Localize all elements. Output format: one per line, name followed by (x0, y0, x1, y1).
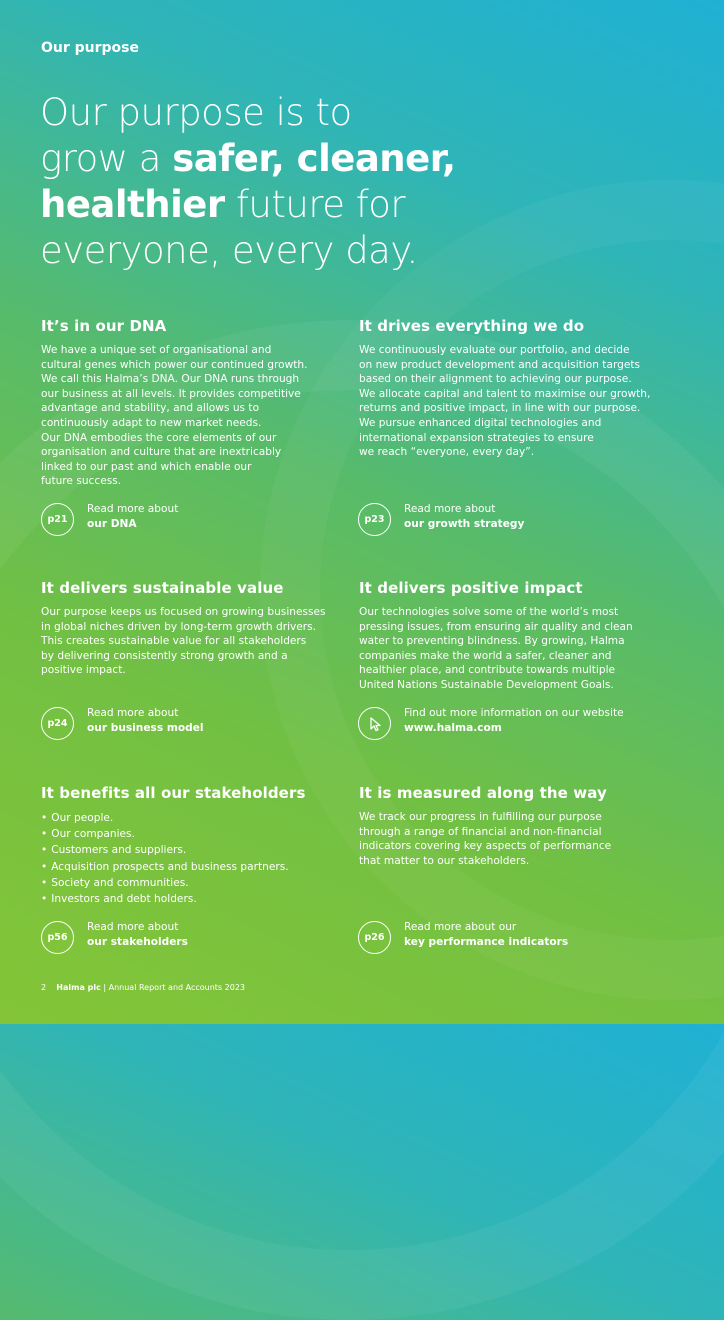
headline-line2-pre: grow a (40, 137, 173, 180)
section-body: Our technologies solve some of the world’s most pressing issues, from ensuring air quality and clean water to preventing blindness. By growing, Halma companies make the world a safer, cleaner and healthier place, and contribute towards multiple United Nations Sustainable Development Goals. (359, 606, 633, 691)
section-body: Our purpose keeps us focused on growing businesses in global niches driven by long-term growth drivers. This creates sustainable value for all stakeholders by delivering consistently strong growth and a positive impact. (41, 606, 326, 677)
page-badge: p26 (358, 921, 391, 954)
section-title: It delivers positive impact (359, 579, 583, 597)
read-more-business-model-link[interactable] (41, 706, 204, 740)
link-label: Read more about (87, 503, 179, 515)
read-more-stakeholders-link[interactable] (41, 920, 188, 954)
section-positive-impact (359, 579, 679, 693)
link-target: our DNA (87, 517, 137, 530)
cursor-icon (358, 707, 391, 740)
section-body: We continuously evaluate our portfolio, and decide on new product development and acquisition targets based on their alignment to achieving our purpose. We allocate capital and talent to maximise our growth, returns and positive impact, in line with our purpose. We pursue enhanced digital technologies and international expansion strategies to ensure we reach “everyone, every day”. (359, 344, 651, 459)
section-title: It drives everything we do (359, 317, 585, 335)
headline-bold1: safer, cleaner, (172, 137, 456, 180)
section-dna (41, 317, 341, 489)
website-link[interactable] (358, 706, 624, 740)
section-stakeholders (41, 784, 341, 907)
section-title: It is measured along the way (359, 784, 607, 802)
footer-separator: | (100, 983, 109, 992)
headline-bold2: healthier (40, 183, 225, 226)
read-more-dna-link[interactable] (41, 502, 178, 536)
link-label: Read more about (87, 921, 179, 933)
link-label: Read more about (404, 503, 496, 515)
read-more-growth-strategy-link[interactable] (358, 502, 524, 536)
page-badge: p23 (358, 503, 391, 536)
page-footer (41, 983, 245, 992)
section-sustainable-value (41, 579, 341, 678)
report-title: Annual Report and Accounts 2023 (108, 983, 246, 992)
section-measured (359, 784, 679, 868)
section-label: Our purpose (41, 40, 140, 56)
section-title: It’s in our DNA (41, 317, 167, 335)
section-body: We have a unique set of organisational and cultural genes which power our continued growth. We call this Halma’s DNA. Our DNA runs through our business at all levels. It provides competitive advantage and stability, and allows us to continuously adapt to new market needs. Our DNA embodies the core elements of our organisation and culture that are inextricably linked to our past and which enable our future success. (41, 344, 308, 488)
link-target: key performance indicators (404, 935, 569, 948)
link-target: www.halma.com (404, 721, 502, 734)
headline-line3-post: future for (224, 183, 406, 226)
list-item: • Customers and suppliers. (41, 842, 341, 858)
page-badge: p56 (41, 921, 74, 954)
list-item: • Acquisition prospects and business partners. (41, 859, 341, 875)
link-target: our stakeholders (87, 935, 188, 948)
link-target: our business model (87, 721, 204, 734)
page-badge: p24 (41, 707, 74, 740)
list-item: • Our companies. (41, 826, 341, 842)
page-badge: p21 (41, 503, 74, 536)
stakeholder-list (41, 810, 341, 907)
read-more-kpi-link[interactable] (358, 920, 568, 954)
section-title: It benefits all our stakeholders (41, 784, 306, 802)
list-item: • Investors and debt holders. (41, 891, 341, 907)
link-label: Read more about (87, 707, 179, 719)
section-body: We track our progress in fulfilling our purpose through a range of financial and non-financial indicators covering key aspects of performance that matter to our stakeholders. (359, 811, 612, 867)
headline-line4: everyone, every day. (40, 229, 418, 272)
section-title: It delivers sustainable value (41, 579, 284, 597)
list-item: • Society and communities. (41, 875, 341, 891)
link-label: Read more about our (404, 921, 517, 933)
link-target: our growth strategy (404, 517, 525, 530)
company-name: Halma plc (56, 983, 101, 992)
page-number: 2 (41, 983, 47, 992)
section-drives (359, 317, 679, 460)
link-label: Find out more information on our website (404, 707, 624, 719)
list-item: • Our people. (41, 810, 341, 826)
headline-line1: Our purpose is to (40, 91, 352, 134)
headline (40, 90, 560, 274)
